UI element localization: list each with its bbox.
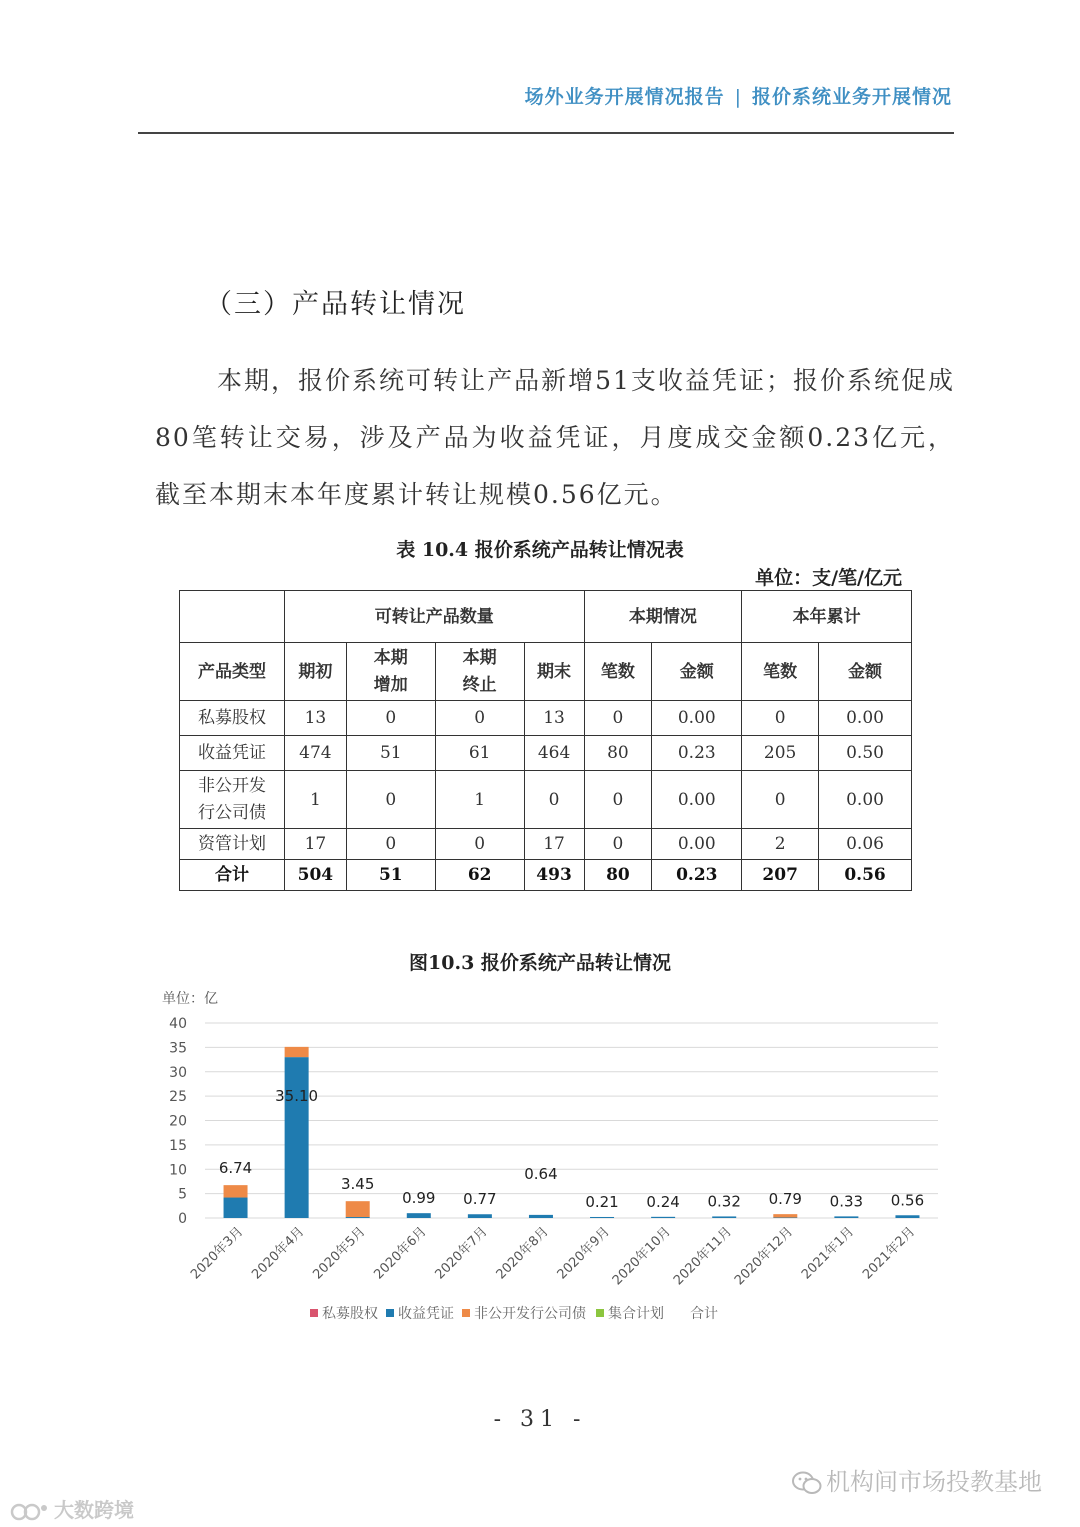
data-label: 6.74: [218, 1159, 253, 1178]
bar-segment: [224, 1185, 248, 1197]
bar-segment: [346, 1201, 370, 1217]
x-tick-label: 2020年12月: [732, 1224, 797, 1289]
table-header-blank: [180, 591, 285, 643]
bar-segment: [346, 1217, 370, 1218]
col-header-ytd-count: 笔数: [742, 643, 819, 701]
legend-swatch: [310, 1309, 318, 1317]
table-row: 收益凭证 474 51 61 464 80 0.23 205 0.50: [180, 736, 912, 771]
bar-segment: [773, 1214, 797, 1217]
logo-icon: [10, 1502, 50, 1522]
x-tick-label: 2020年6月: [371, 1224, 430, 1283]
table-row: 资管计划 17 0 0 17 0 0.00 2 0.06: [180, 829, 912, 860]
transfer-bar-chart: [150, 985, 950, 1345]
watermark-left: [10, 1494, 134, 1523]
col-header-type: 产品类型: [180, 643, 285, 701]
bar-segment: [651, 1217, 675, 1218]
header-report-title: 场外业务开展情况报告: [524, 86, 725, 108]
bar-segment: [285, 1047, 309, 1057]
x-tick-label: 2021年1月: [798, 1224, 858, 1283]
data-label: 0.24: [646, 1192, 680, 1211]
table-group-header-row: [180, 591, 912, 643]
data-label: 0.21: [585, 1192, 619, 1211]
bar-segment: [773, 1218, 797, 1219]
legend-label: 私募股权: [322, 1306, 378, 1322]
col-header-added: 本期增加: [346, 643, 435, 701]
x-tick-label: 2020年10月: [609, 1224, 674, 1289]
table-column-header-row: [180, 643, 912, 701]
bar-segment: [407, 1213, 431, 1218]
y-tick-label: 0: [178, 1211, 187, 1227]
table-total-row: 合计 504 51 62 493 80 0.23 207 0.56: [180, 860, 912, 891]
x-tick-label: 2020年3月: [188, 1224, 247, 1283]
data-label: 0.32: [707, 1192, 741, 1211]
data-label: 0.56: [890, 1191, 925, 1210]
x-tick-label: 2020年5月: [310, 1224, 369, 1283]
x-tick-label: 2020年9月: [554, 1224, 613, 1283]
y-tick-label: 10: [169, 1162, 187, 1179]
col-header-end: 期末: [524, 643, 584, 701]
legend-label: 收益凭证: [398, 1306, 454, 1322]
col-header-ytd-amount: 金额: [819, 643, 912, 701]
page-header: [525, 82, 952, 109]
data-label: 0.99: [402, 1189, 436, 1208]
x-tick-label: 2020年8月: [493, 1224, 552, 1283]
table-row: 私募股权 13 0 0 13 0 0.00 0 0.00: [180, 701, 912, 736]
y-tick-label: 20: [169, 1113, 187, 1130]
legend-swatch: [386, 1309, 394, 1317]
col-header-period-count: 笔数: [584, 643, 652, 701]
wechat-icon: [792, 1470, 822, 1496]
header-rule: [138, 132, 954, 134]
table-header-ytd: 本年累计: [742, 591, 912, 643]
x-tick-label: 2020年7月: [432, 1224, 491, 1283]
data-label: 0.64: [524, 1164, 558, 1183]
y-tick-label: 30: [169, 1064, 187, 1081]
legend-swatch: [462, 1309, 470, 1317]
legend-label: 集合计划: [608, 1306, 664, 1322]
data-label: 0.79: [768, 1190, 802, 1209]
col-header-period-amount: 金额: [652, 643, 742, 701]
legend-label: 合计: [690, 1306, 718, 1322]
chart-title: 图10.3 报价系统产品转让情况: [409, 952, 671, 974]
y-axis-unit-label: 单位：亿: [162, 991, 218, 1007]
y-tick-label: 25: [169, 1089, 187, 1106]
data-label: 35.10: [275, 1086, 319, 1105]
y-tick-label: 15: [169, 1137, 187, 1154]
bar-segment: [712, 1216, 736, 1218]
header-separator: |: [734, 86, 742, 108]
header-section-title: 报价系统业务开展情况: [751, 86, 952, 108]
watermark-right-text: 机构间市场投教基地: [826, 1468, 1042, 1496]
section-title: （三）产品转让情况: [205, 289, 466, 320]
x-tick-label: 2021年2月: [860, 1224, 919, 1283]
table-header-transferable: 可转让产品数量: [284, 591, 584, 643]
x-tick-label: 2020年4月: [249, 1224, 308, 1283]
data-label: 0.77: [463, 1190, 497, 1209]
y-tick-label: 5: [178, 1186, 187, 1203]
table-row: 非公开发行公司债 1 0 1 0 0 0.00 0 0.00: [180, 771, 912, 829]
bar-segment: [468, 1214, 492, 1218]
table-title: 表 10.4 报价系统产品转让情况表: [396, 539, 684, 561]
col-header-begin: 期初: [284, 643, 346, 701]
page-number: - 31 -: [493, 1407, 587, 1432]
bar-segment: [529, 1215, 553, 1218]
y-tick-label: 40: [169, 1016, 187, 1032]
paragraph-text: 本期，报价系统可转让产品新增51支收益凭证；报价系统促成80笔转让交易，涉及产品为收益凭证，月度成交金额0.23亿元，截至本期末本年度累计转让规模0.56亿元。: [155, 366, 955, 509]
col-header-ended: 本期终止: [435, 643, 524, 701]
watermark-left-text: 大数跨境: [54, 1498, 134, 1522]
legend-label: 非公开发行公司债: [474, 1306, 586, 1322]
body-paragraph: [155, 352, 955, 523]
bar-segment: [834, 1216, 858, 1218]
bar-segment: [895, 1215, 919, 1218]
y-tick-label: 35: [169, 1040, 187, 1057]
transfer-table: [179, 590, 912, 891]
data-label: 3.45: [341, 1175, 375, 1194]
x-tick-label: 2020年11月: [670, 1224, 736, 1289]
bar-segment: [590, 1217, 614, 1218]
bar-segment: [224, 1198, 248, 1218]
table-unit: 单位：支/笔/亿元: [755, 567, 902, 589]
legend-swatch: [596, 1309, 604, 1317]
data-label: 0.33: [829, 1192, 864, 1211]
table-header-period: 本期情况: [584, 591, 742, 643]
watermark-right: [792, 1462, 1042, 1497]
bar-segment: [285, 1057, 309, 1218]
